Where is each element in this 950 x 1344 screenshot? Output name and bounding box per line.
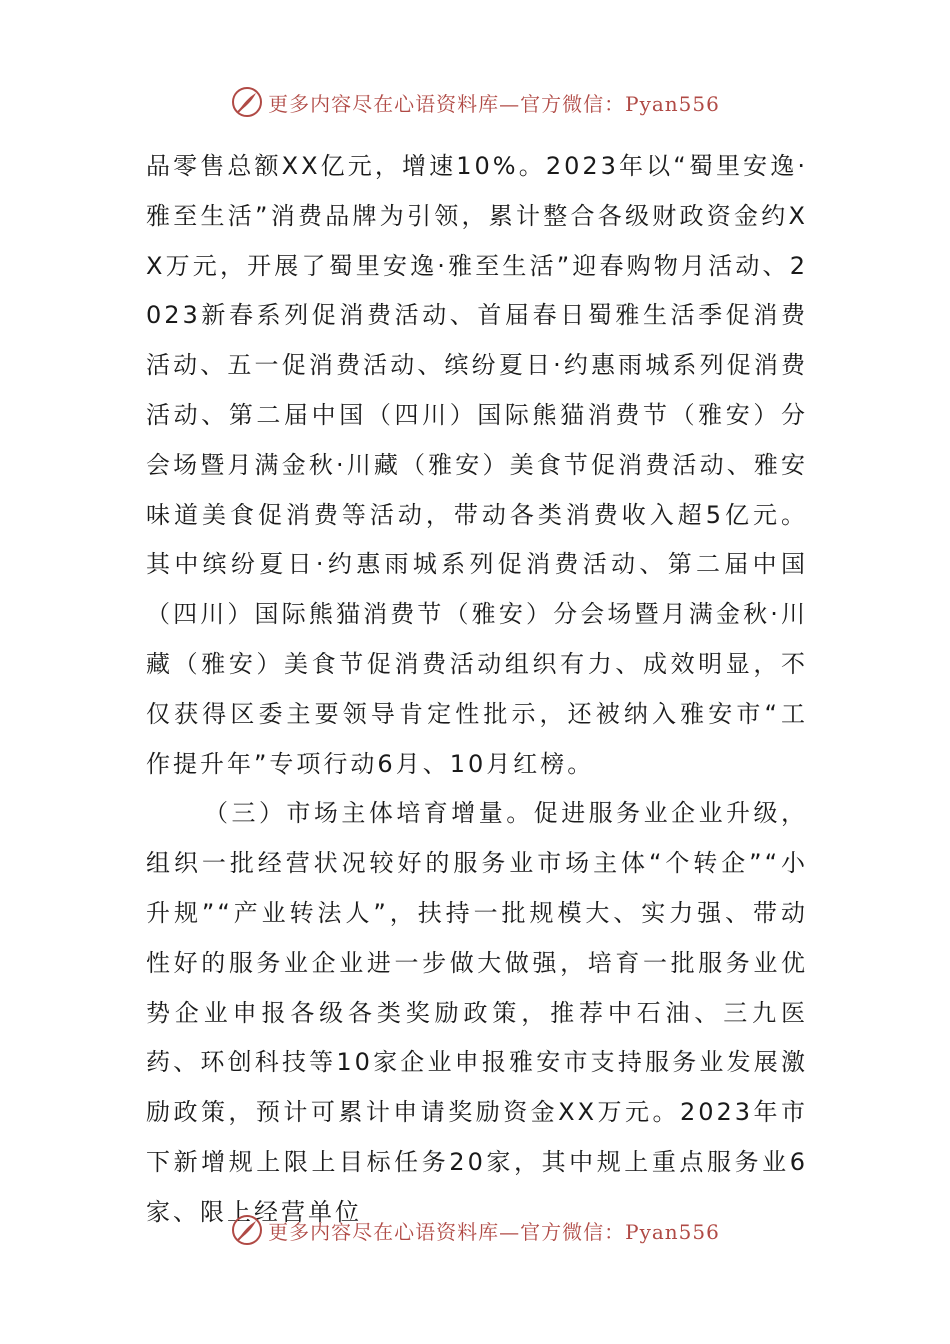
quill-logo-icon <box>230 1213 264 1247</box>
footer-watermark-banner <box>0 1210 950 1250</box>
paragraph-2: （三）市场主体培育增量。促进服务业企业升级，组织一批经营状况较好的服务业市场主体“个转企”“小升规”“产业转法人”，扶持一批规模大、实力强、带动性好的服务业企业进一步做大做强，培育一批服务业优势企业申报各级各类奖励政策，推荐中石油、三九医药、环创科技等10家企业申报雅安市支持服务业发展激励政策，预计可累计申请奖励资金XX万元。2023年市下新增规上限上目标任务20家，其中规上重点服务业6家、限上经营单位 <box>146 799 808 1226</box>
quill-logo-icon <box>230 85 264 119</box>
document-body <box>146 142 808 1238</box>
header-watermark-banner <box>0 82 950 122</box>
paragraph-1: 品零售总额XX亿元，增速10%。2023年以“蜀里安逸·雅至生活”消费品牌为引领，累计整合各级财政资金约XX万元，开展了蜀里安逸·雅至生活”迎春购物月活动、2023新春系列促消费活动、首届春日蜀雅生活季促消费活动、五一促消费活动、缤纷夏日·约惠雨城系列促消费活动、第二届中国（四川）国际熊猫消费节（雅安）分会场暨月满金秋·川藏（雅安）美食节促消费活动、雅安味道美食促消费等活动，带动各类消费收入超5亿元。其中缤纷夏日·约惠雨城系列促消费活动、第二届中国（四川）国际熊猫消费节（雅安）分会场暨月满金秋·川藏（雅安）美食节促消费活动组织有力、成效明显，不仅获得区委主要领导肯定性批示，还被纳入雅安市“工作提升年”专项行动6月、10月红榜。 <box>146 152 808 778</box>
header-watermark-text: 更多内容尽在心语资料库—官方微信：Pyan556 <box>268 91 720 116</box>
footer-watermark-text: 更多内容尽在心语资料库—官方微信：Pyan556 <box>268 1219 720 1244</box>
